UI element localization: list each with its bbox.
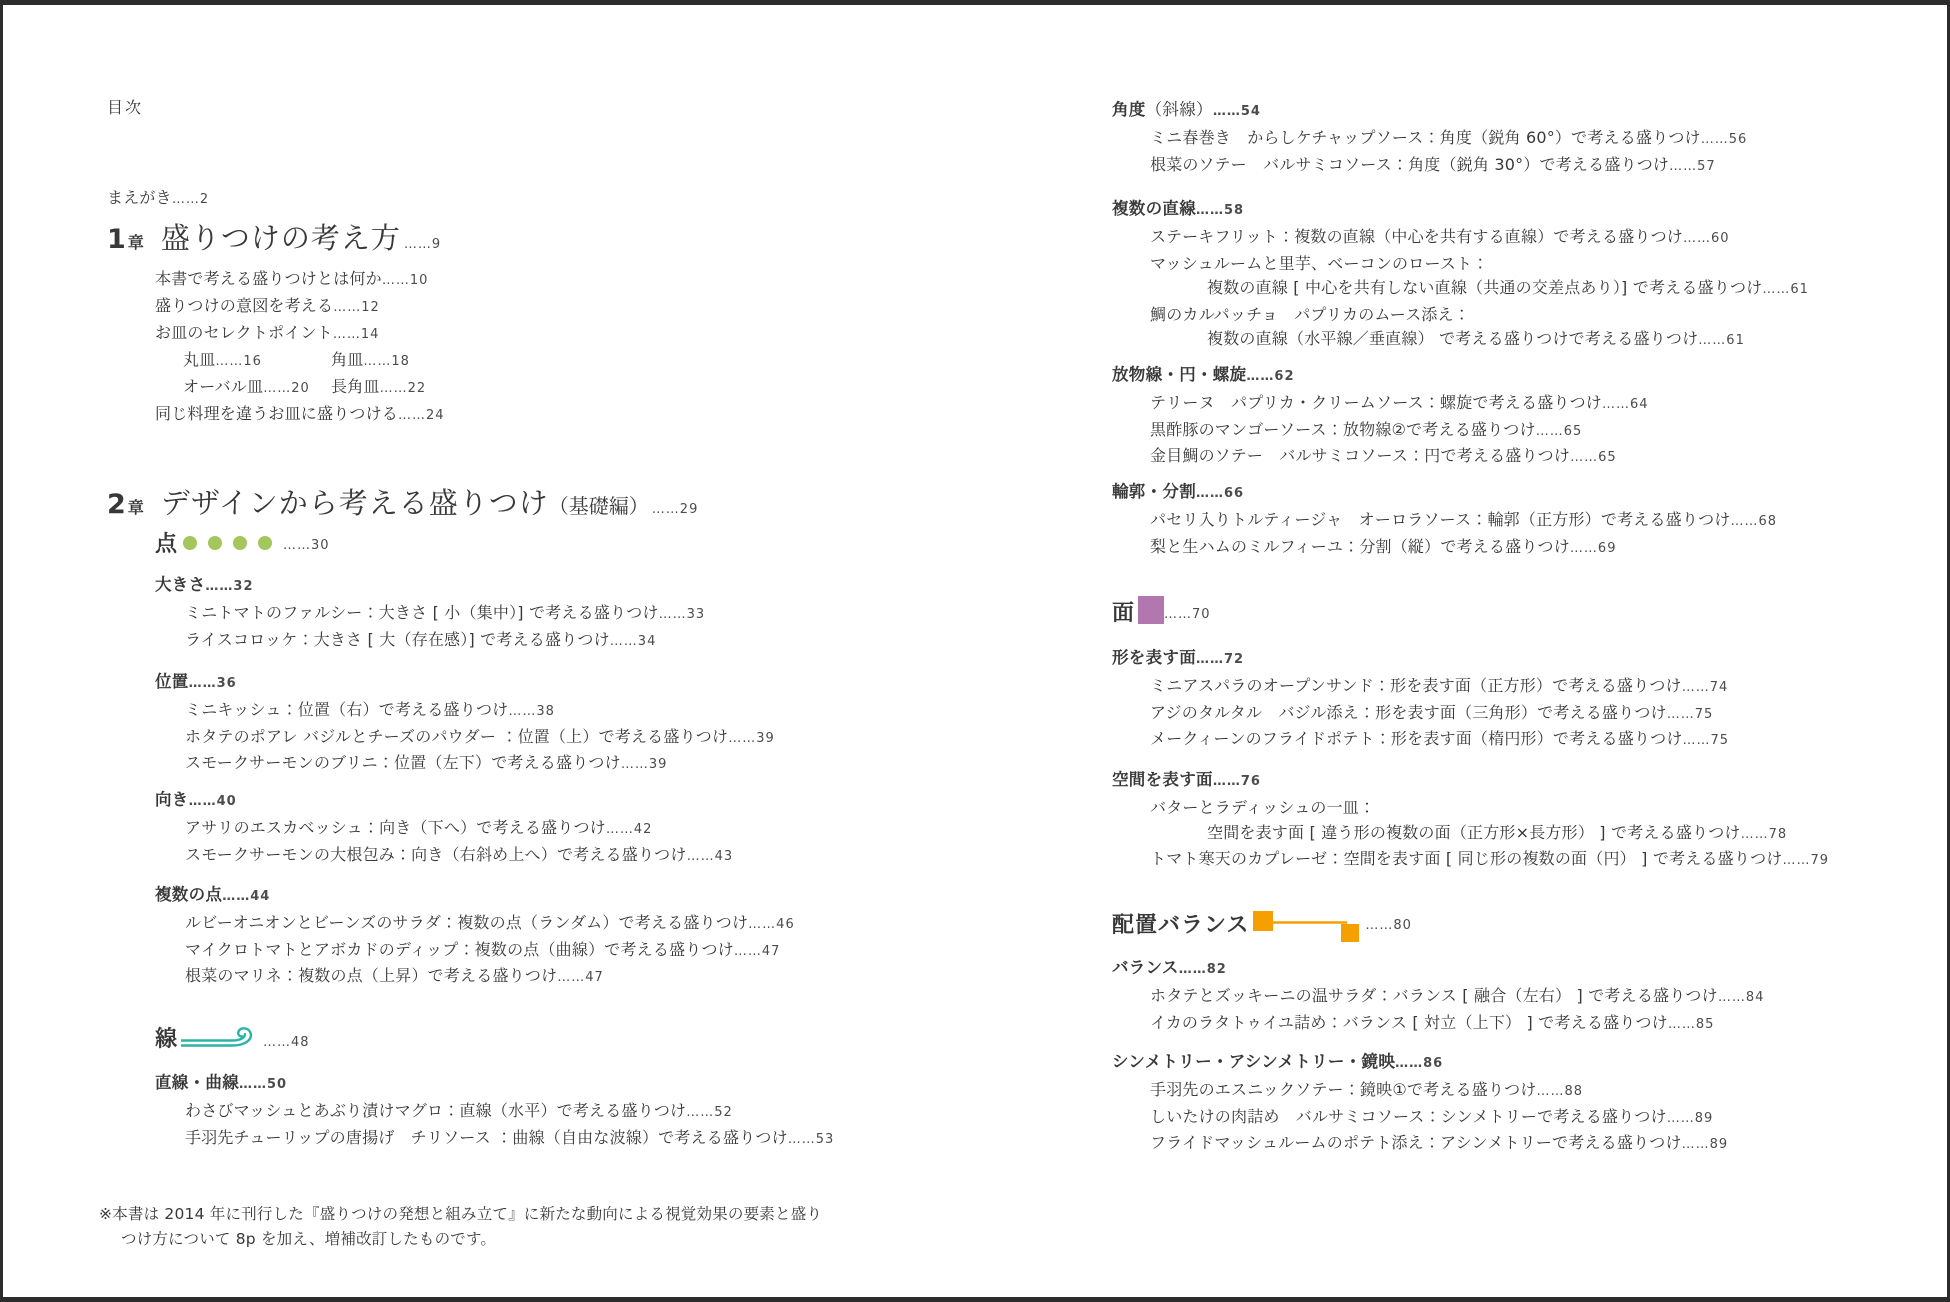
section-page-ref: ……54 [1212, 104, 1261, 119]
entry-page-ref: ……33 [658, 607, 706, 622]
entry-page-ref: ……16 [215, 354, 262, 369]
toc-entry [1112, 984, 1764, 1011]
entry-text: 金目鯛のソテー バルサミコソース：円で考える盛りつけ [1150, 446, 1571, 465]
section-title: 輪郭・分割 [1112, 482, 1196, 501]
section-okisa [155, 573, 705, 654]
section-kakudo [1112, 98, 1747, 179]
section-heading [1112, 98, 1747, 124]
section-entries [155, 698, 775, 778]
section-heading [1112, 646, 1729, 672]
entry-page-ref: ……75 [1682, 733, 1730, 748]
toc-entry [1112, 225, 1809, 252]
section-entries [1112, 391, 1649, 471]
toc-entry [155, 725, 775, 752]
toc-entry [155, 628, 705, 655]
section-fukuten [155, 883, 795, 991]
chapter1-items [155, 266, 445, 428]
entry-page-ref: ……61 [1698, 333, 1745, 348]
section-title: 大きさ [155, 575, 206, 594]
section-entries [155, 816, 733, 869]
entry-page-ref: ……47 [557, 970, 604, 985]
entry-text: トマト寒天のカプレーゼ：空間を表す面 [ 同じ形の複数の面（円） ] で考える盛りつけ [1150, 849, 1783, 868]
section-entries [155, 1099, 834, 1152]
entry-page-ref: ……22 [379, 381, 427, 396]
section-heading [155, 573, 705, 599]
chapter-subtitle: （基礎編） [548, 494, 649, 518]
entry-text: 同じ料理を違うお皿に盛りつける [155, 404, 399, 423]
entry-text: ホタテのポアレ バジルとチーズのパウダー ：位置（上）で考える盛りつけ [185, 726, 729, 746]
toc-entry [1112, 701, 1729, 728]
section-page-ref: ……50 [239, 1077, 288, 1092]
entry-page-ref: ……57 [1669, 158, 1716, 174]
toc-entry [1112, 276, 1809, 303]
section-ichi [155, 670, 775, 778]
section-title: 複数の点 [155, 885, 223, 904]
toc-entry-pair [155, 374, 445, 401]
footnote-line: つけ方について 8p を加え、増補改訂したものです。 [121, 1230, 497, 1248]
section-entries [1112, 225, 1809, 354]
toc-entry [1112, 153, 1747, 180]
entry-page-ref: ……52 [686, 1105, 733, 1120]
section-page-ref: ……62 [1246, 369, 1295, 384]
entry-page-ref: ……74 [1681, 680, 1729, 695]
left-column [99, 0, 847, 1302]
section-page-ref: ……32 [205, 579, 254, 594]
section-page-ref: ……58 [1196, 203, 1245, 218]
section-title: 直線・曲線 [155, 1073, 239, 1092]
section-entries [1112, 674, 1729, 754]
element-balance-row [1112, 908, 1412, 946]
toc-entry [1112, 418, 1649, 445]
section-page-ref: ……44 [222, 889, 271, 904]
section-title: 複数の直線 [1112, 199, 1196, 218]
toc-entry [155, 964, 795, 991]
entry-page-ref: ……64 [1602, 397, 1649, 412]
section-page-ref: ……86 [1395, 1056, 1444, 1071]
entry-text: 根菜のマリネ：複数の点（上昇）で考える盛りつけ [185, 966, 558, 985]
toc-entry [1112, 727, 1729, 754]
entry-text: 角皿 [331, 350, 364, 369]
entry-text: オーバル皿 [183, 377, 264, 396]
toc-entry [1112, 444, 1649, 471]
page-title: 目次 [107, 98, 144, 117]
entry-text: わさびマッシュとあぶり漬けマグロ：直線（水平）で考える盛りつけ [185, 1101, 687, 1120]
entry-page-ref: ……43 [686, 848, 734, 864]
chapter-page-ref: ……9 [403, 237, 442, 252]
section-page-ref: ……76 [1212, 774, 1261, 789]
entry-page-ref: ……75 [1666, 706, 1714, 722]
section-page-ref: ……72 [1196, 652, 1245, 667]
entry-page-ref: ……38 [508, 704, 555, 719]
entry-text: 鯛のカルパッチョ パプリカのムース添え： [1150, 304, 1471, 324]
section-page-ref: ……40 [188, 794, 237, 809]
entry-page-ref: ……68 [1730, 514, 1778, 529]
section-heading [1112, 363, 1649, 389]
entry-page-ref: ……69 [1569, 540, 1617, 556]
toc-entry [1112, 1078, 1728, 1105]
entry-text: バターとラディッシュの一皿： [1150, 798, 1376, 817]
entry-text: アサリのエスカベッシュ：向き（下へ）で考える盛りつけ [185, 818, 606, 837]
section-title: 空間を表す面 [1112, 770, 1213, 789]
entry-text: 丸皿 [183, 350, 216, 369]
section-muki [155, 788, 733, 869]
section-heading [155, 883, 795, 909]
preface-entry [107, 186, 209, 213]
section-title: 向き [155, 790, 189, 809]
section-entries [155, 911, 795, 991]
section-entries [155, 601, 705, 654]
section-title: バランス [1112, 958, 1179, 977]
toc-entry [155, 751, 775, 778]
entry-page-ref: ……56 [1700, 132, 1748, 147]
section-hobutsu [1112, 363, 1649, 471]
entry-page-ref: ……78 [1740, 826, 1788, 842]
section-page-ref: ……66 [1196, 486, 1245, 501]
entry-text: 梨と生ハムのミルフィーユ：分割（縦）で考える盛りつけ [1150, 536, 1570, 556]
entry-text: フライドマッシュルームのポテト添え：アシンメトリーで考える盛りつけ [1150, 1133, 1682, 1152]
toc-entry [1112, 303, 1809, 328]
element-label: 点 [155, 532, 179, 557]
section-heading [155, 1071, 834, 1097]
entry-text: 複数の直線（水平線／垂直線） で考える盛りつけで考える盛りつけ [1207, 329, 1699, 348]
entry-text: ルビーオニオンとビーンズのサラダ：複数の点（ランダム）で考える盛りつけ [185, 913, 749, 932]
entry-text: 本書で考える盛りつけとは何か [155, 269, 382, 288]
entry-page-ref: ……10 [381, 273, 429, 288]
section-rinkaku [1112, 480, 1777, 561]
section-heading [1112, 197, 1809, 223]
footnote [99, 1202, 822, 1252]
section-fukuchoku [1112, 197, 1809, 354]
entry-text: しいたけの肉詰め バルサミコソース：シンメトリーで考える盛りつけ [1150, 1106, 1667, 1126]
section-kukanmen [1112, 768, 1829, 874]
section-entries [1112, 984, 1764, 1037]
entry-page-ref: ……65 [1535, 423, 1583, 439]
section-title: 放物線・円・螺旋 [1112, 365, 1247, 384]
chapter-page-ref: ……29 [651, 502, 699, 517]
orange-balance-icon [1253, 906, 1365, 946]
element-page-ref: ……70 [1164, 607, 1211, 622]
chapter-unit: 章 [127, 233, 144, 252]
element-plane-row [1112, 596, 1211, 627]
entry-page-ref: ……18 [363, 354, 410, 369]
entry-text: 空間を表す面 [ 違う形の複数の面（正方形×長方形） ] で考える盛りつけ [1207, 822, 1741, 842]
entry-page-ref: ……14 [332, 327, 380, 342]
entry-page-ref: ……20 [263, 381, 310, 396]
entry-text: ミニトマトのファルシー：大きさ [ 小（集中）] で考える盛りつけ [185, 603, 659, 622]
element-label: 配置バランス [1112, 913, 1250, 938]
toc-entry [155, 1126, 834, 1153]
entry-page-ref: ……2 [171, 192, 210, 207]
entry-text: パセリ入りトルティージャ オーロラソース：輪郭（正方形）で考える盛りつけ [1150, 510, 1731, 529]
entry-text: 手羽先のエスニックソテー：鏡映①で考える盛りつけ [1150, 1080, 1537, 1099]
chapter-unit: 章 [127, 498, 144, 517]
entry-page-ref: ……65 [1570, 450, 1617, 465]
section-title: 位置 [155, 672, 189, 691]
purple-square-icon [1138, 596, 1164, 624]
entry-text: 根菜のソテー バルサミコソース：角度（鋭角 30°）で考える盛りつけ [1150, 154, 1670, 174]
toc-entry [155, 698, 775, 725]
toc-entry [155, 816, 733, 843]
element-page-ref: ……48 [263, 1035, 310, 1050]
entry-page-ref: ……46 [748, 917, 795, 932]
toc-entry [1112, 847, 1829, 874]
entry-text: マイクロトマトとアボカドのディップ：複数の点（曲線）で考える盛りつけ [185, 939, 734, 959]
section-heading [155, 670, 775, 696]
section-title: シンメトリー・アシンメトリー・鏡映 [1112, 1052, 1396, 1071]
chapter-title: デザインから考える盛りつけ [160, 486, 549, 520]
toc-entry [1112, 391, 1649, 418]
element-point-row [155, 527, 330, 558]
entry-text: 長角皿 [331, 377, 380, 396]
entry-text: まえがき [107, 188, 172, 207]
entry-page-ref: ……88 [1536, 1084, 1584, 1099]
entry-page-ref: ……39 [728, 730, 775, 746]
toc-entry [1112, 327, 1809, 354]
section-entries [1112, 508, 1777, 561]
toc-entry [1112, 821, 1829, 848]
entry-text: ステーキフリット：複数の直線（中心を共有する直線）で考える盛りつけ [1150, 227, 1684, 246]
entry-page-ref: ……85 [1667, 1016, 1715, 1032]
entry-text: テリーヌ パプリカ・クリームソース：螺旋で考える盛りつけ [1150, 393, 1603, 412]
entry-text: ミニアスパラのオープンサンド：形を表す面（正方形）で考える盛りつけ [1150, 676, 1682, 695]
section-entries [1112, 796, 1829, 874]
entry-page-ref: ……34 [609, 633, 657, 649]
chapter-number: 2 [107, 489, 126, 520]
section-title: 形を表す面 [1112, 648, 1196, 667]
entry-page-ref: ……42 [605, 822, 653, 837]
toc-entry [1112, 674, 1729, 701]
toc-entry [155, 1099, 834, 1126]
toc-entry [155, 843, 733, 870]
section-title: 角度 [1112, 100, 1146, 119]
section-balance [1112, 956, 1764, 1037]
toc-entry [155, 911, 795, 938]
entry-text: スモークサーモンのブリニ：位置（左下）で考える盛りつけ [185, 753, 621, 772]
section-entries [1112, 126, 1747, 179]
element-label: 面 [1112, 601, 1136, 626]
entry-page-ref: ……39 [620, 757, 668, 772]
entry-text: マッシュルームと里芋、ベーコンのロースト： [1150, 253, 1489, 273]
entry-page-ref: ……89 [1666, 1110, 1714, 1126]
entry-page-ref: ……61 [1762, 282, 1809, 297]
entry-page-ref: ……89 [1681, 1137, 1729, 1152]
section-page-ref: ……82 [1178, 962, 1227, 977]
section-heading [1112, 956, 1764, 982]
toc-entry [155, 266, 445, 293]
entry-text: イカのラタトゥイユ詰め：バランス [ 対立（上下） ] で考える盛りつけ [1150, 1012, 1668, 1032]
entry-text: ライスコロッケ：大きさ [ 大（存在感）] で考える盛りつけ [185, 629, 610, 649]
toc-entry [1112, 1105, 1728, 1132]
toc-entry [1112, 508, 1777, 535]
teal-wave-line-icon [180, 1024, 262, 1050]
right-column [1112, 0, 1942, 1302]
element-line-row [155, 1022, 310, 1053]
toc-entry [1112, 796, 1829, 821]
entry-text: お皿のセレクトポイント [155, 323, 333, 342]
toc-entry [155, 601, 705, 628]
chapter-title: 盛りつけの考え方 [160, 221, 401, 255]
entry-page-ref: ……12 [333, 300, 380, 315]
entry-page-ref: ……84 [1717, 990, 1765, 1005]
toc-entry [155, 320, 445, 347]
entry-page-ref: ……24 [398, 408, 445, 423]
entry-text: アジのタルタル バジル添え：形を表す面（三角形）で考える盛りつけ [1150, 702, 1667, 722]
toc-entry [1112, 535, 1777, 562]
entry-text: スモークサーモンの大根包み：向き（右斜め上へ）で考える盛りつけ [185, 844, 687, 864]
section-katamen [1112, 646, 1729, 754]
section-heading [1112, 480, 1777, 506]
section-page-ref: ……36 [188, 676, 237, 691]
toc-entry [155, 938, 795, 965]
section-entries [1112, 1078, 1728, 1158]
section-heading [1112, 768, 1829, 794]
green-dots-icon [183, 536, 283, 550]
section-chokkyoku [155, 1071, 834, 1152]
toc-entry [155, 293, 445, 320]
toc-entry [1112, 1131, 1728, 1158]
entry-text: ミニキッシュ：位置（右）で考える盛りつけ [185, 700, 509, 719]
chapter2-heading [107, 481, 698, 522]
toc-entry-pair [155, 347, 445, 374]
entry-text: ホタテとズッキーニの温サラダ：バランス [ 融合（左右） ] で考える盛りつけ [1150, 986, 1718, 1005]
section-title-sub: （斜線） [1145, 100, 1213, 119]
footnote-line: ※本書は 2014 年に刊行した『盛りつけの発想と組み立て』に新たな動向による視覚効果の要素と盛り [99, 1205, 823, 1223]
entry-text: メークィーンのフライドポテト：形を表す面（楕円形）で考える盛りつけ [1150, 729, 1683, 748]
chapter-number: 1 [107, 224, 126, 255]
toc-entry [155, 401, 445, 428]
entry-page-ref: ……53 [787, 1131, 835, 1147]
toc-entry [1112, 252, 1809, 277]
entry-text: 盛りつけの意図を考える [155, 296, 334, 315]
section-heading [1112, 1050, 1728, 1076]
entry-text: 複数の直線 [ 中心を共有しない直線（共通の交差点あり）] で考える盛りつけ [1207, 278, 1763, 297]
entry-text: 手羽先チューリップの唐揚げ チリソース ：曲線（自由な波線）で考える盛りつけ [185, 1127, 788, 1147]
entry-page-ref: ……79 [1782, 853, 1830, 868]
section-symmetry [1112, 1050, 1728, 1158]
entry-text: 黒酢豚のマンゴーソース：放物線②で考える盛りつけ [1150, 419, 1536, 439]
entry-page-ref: ……60 [1683, 231, 1730, 246]
toc-entry [1112, 126, 1747, 153]
entry-text: ミニ春巻き からしケチャップソース：角度（鋭角 60°）で考える盛りつけ [1150, 128, 1701, 147]
chapter1-heading [107, 216, 441, 257]
element-label: 線 [155, 1027, 179, 1052]
element-page-ref: ……80 [1365, 918, 1412, 933]
section-heading [155, 788, 733, 814]
element-page-ref: ……30 [283, 538, 330, 553]
toc-entry [1112, 1011, 1764, 1038]
entry-page-ref: ……47 [733, 943, 781, 959]
